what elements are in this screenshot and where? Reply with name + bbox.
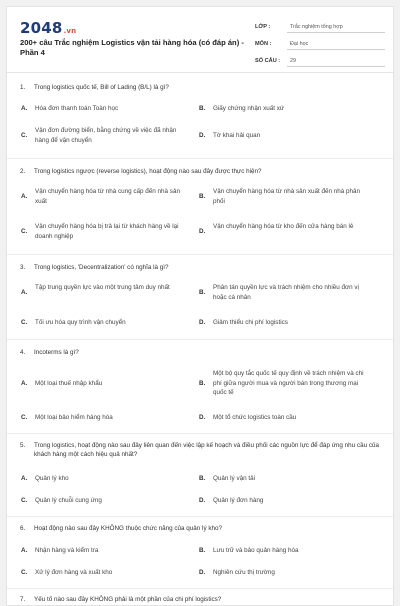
option-d[interactable]: D. Giảm thiểu chi phí logistics bbox=[199, 319, 288, 326]
option-d[interactable]: D. Nghiên cứu thị trường bbox=[199, 569, 275, 576]
question-text: 4. Incoterms là gì? bbox=[20, 349, 79, 356]
question-6 bbox=[20, 524, 385, 533]
option-d[interactable]: D. Tờ khai hải quan bbox=[199, 132, 261, 139]
option-b[interactable]: B. Giấy chứng nhận xuất xứ bbox=[199, 105, 285, 112]
option-a[interactable]: A. Tập trung quyền lực vào một trung tâm duy nhất bbox=[21, 284, 170, 296]
divider bbox=[7, 433, 395, 434]
meta-value: Trắc nghiệm tổng hợp bbox=[287, 21, 385, 33]
meta-label: SỐ CÂU : bbox=[255, 57, 281, 64]
divider bbox=[7, 158, 395, 159]
option-b[interactable]: B. Quản lý vận tải bbox=[199, 475, 256, 482]
question-text: 2. Trong logistics ngược (reverse logistics), hoạt động nào sau đây được thực hiện? bbox=[20, 168, 262, 175]
option-a[interactable]: A. Một loại thuế nhập khẩu bbox=[21, 380, 103, 387]
divider bbox=[7, 588, 395, 589]
option-c[interactable]: C. Tối ưu hóa quy trình vận chuyển bbox=[21, 319, 126, 326]
question-text: 3. Trong logistics, 'Decentralization' có nghĩa là gì? bbox=[20, 264, 169, 271]
option-d[interactable]: D. Vận chuyển hàng hóa từ kho đến cửa hàng bán lẻ bbox=[199, 223, 354, 235]
option-c[interactable]: C. Xử lý đơn hàng và xuất kho bbox=[21, 569, 113, 576]
meta-label: LỚP : bbox=[255, 23, 271, 30]
divider bbox=[7, 339, 395, 340]
meta-value: Đại học bbox=[287, 38, 385, 50]
meta-value: 29 bbox=[287, 55, 385, 67]
meta-row-count bbox=[255, 53, 385, 68]
meta-label: MÔN : bbox=[255, 40, 272, 47]
option-c[interactable]: C. Vận chuyển hàng hóa bị trả lại từ khách hàng về lại doanh nghiệp bbox=[21, 223, 179, 240]
option-b[interactable]: B. Lưu trữ và bảo quản hàng hóa bbox=[199, 547, 299, 554]
question-5 bbox=[20, 441, 385, 459]
divider bbox=[7, 516, 395, 517]
divider bbox=[7, 254, 395, 255]
document-title: 200+ câu Trắc nghiệm Logistics vận tải hàng hóa (có đáp án) - Phần 4 bbox=[20, 38, 244, 57]
option-d[interactable]: D. Quản lý đơn hàng bbox=[199, 497, 264, 504]
meta-fields bbox=[255, 19, 385, 70]
quiz-header bbox=[7, 7, 393, 73]
option-c[interactable]: C. Vận đơn đường biển, bằng chứng về việc đã nhận hàng để vận chuyển bbox=[21, 127, 177, 144]
option-c[interactable]: C. Một loại bảo hiểm hàng hóa bbox=[21, 414, 113, 421]
option-a[interactable]: A. Hóa đơn thanh toán Toàn học bbox=[21, 105, 119, 112]
site-logo[interactable]: 2048.vn bbox=[20, 19, 77, 37]
option-b[interactable]: B. Phân tán quyền lực và trách nhiệm cho nhiều đơn vị hoặc cá nhân bbox=[199, 284, 359, 301]
question-4 bbox=[20, 348, 385, 357]
quiz-sheet bbox=[6, 6, 394, 606]
question-text: 6. Hoạt động nào sau đây KHÔNG thuộc chức năng của quản lý kho? bbox=[20, 525, 222, 532]
question-1 bbox=[20, 83, 385, 92]
question-2 bbox=[20, 167, 385, 176]
question-text: 7. Yếu tố nào sau đây KHÔNG phải là một phần của chi phí logistics? bbox=[20, 596, 222, 603]
option-c[interactable]: C. Quản lý chuỗi cung ứng bbox=[21, 497, 102, 504]
question-3 bbox=[20, 263, 385, 272]
option-b[interactable]: B. Một bộ quy tắc quốc tế quy định về trách nhiệm và chi phí giữa người mua và người bán trong thương mại quốc tế bbox=[199, 370, 364, 396]
option-a[interactable]: A. Vận chuyển hàng hóa từ nhà cung cấp đến nhà sản xuất bbox=[21, 188, 180, 205]
meta-row-class bbox=[255, 19, 385, 34]
option-b[interactable]: B. Vận chuyển hàng hóa từ nhà sản xuất đến nhà phân phối bbox=[199, 188, 361, 205]
option-a[interactable]: A. Nhận hàng và kiểm tra bbox=[21, 547, 99, 554]
question-text: 5. Trong logistics, hoạt động nào sau đây liên quan đến việc lập kế hoạch và điều phối các nguồn lực để đáp ứng nhu cầu của khách hàng một cách hiệu quả nhất? bbox=[20, 442, 379, 458]
option-d[interactable]: D. Một tổ chức logistics toàn cầu bbox=[199, 414, 297, 421]
question-text: 1. Trong logistics quốc tế, Bill of Lading (B/L) là gì? bbox=[20, 84, 169, 91]
meta-row-subject bbox=[255, 36, 385, 51]
option-a[interactable]: A. Quản lý kho bbox=[21, 475, 69, 482]
